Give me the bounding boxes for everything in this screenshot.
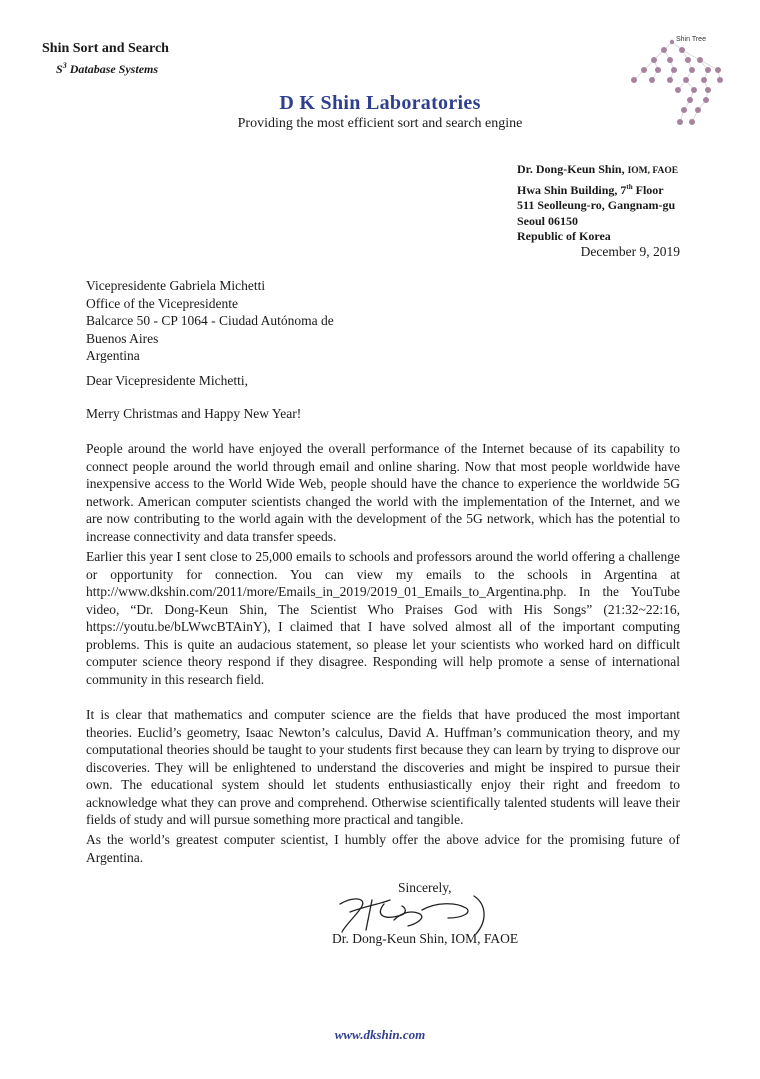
- sender-street: 511 Seolleung-ro, Gangnam-gu: [517, 198, 676, 212]
- greeting: Merry Christmas and Happy New Year!: [86, 406, 302, 421]
- paragraph-3-text: It is clear that mathematics and computer science are the fields that have produced the most important theories. Euclid’s geometry, Isaac Newton’s calculus, David A. Huffman’s communication theory, and my computational theories should be taught to your students first because they can learn by trying to disprove our discoveries. They will be enlightened to understand the discoveries and might be inspired to pursue their own. The educational system should let students enthusiastically enjoy their right and freedom to acknowledge what they can prove and comprehend. Otherwise scientifically talented students will leave their fields of study and will pursue something more practical and tangible.: [86, 707, 680, 827]
- sender-building-line: [517, 180, 678, 199]
- paragraph-1: [86, 440, 680, 545]
- sender-building: Hwa Shin Building, 7: [517, 182, 627, 197]
- recipient-line-4: Buenos Aires: [86, 330, 159, 346]
- recipient-line-3: Balcarce 50 - CP 1064 - Ciudad Autónoma de: [86, 313, 334, 328]
- recipient-line-2: Office of the Vicepresidente: [86, 295, 239, 311]
- paragraph-4: [86, 831, 680, 866]
- brand-name: Shin Sort and Search: [42, 41, 169, 56]
- sender-building-floor: Floor: [632, 182, 664, 197]
- sender-name: Dr. Dong-Keun Shin,: [517, 162, 625, 176]
- brand-s-letter: S: [56, 62, 63, 76]
- logo-label: Shin Tree: [676, 36, 706, 43]
- paragraph-3: [86, 706, 680, 829]
- sender-country: Republic of Korea: [517, 229, 611, 243]
- brand-subtitle-line: [56, 57, 169, 78]
- sender-titles: IOM, FAOE: [627, 166, 679, 176]
- sender-name-line: [517, 162, 678, 180]
- sender-address: [517, 162, 678, 245]
- sender-building-sup: th: [626, 182, 633, 191]
- lab-tagline: Providing the most efficient sort and search engine: [237, 116, 523, 131]
- brand-s-power: 3: [62, 61, 67, 70]
- recipient-line-5: Argentina: [86, 348, 140, 363]
- footer-website: www.dkshin.com: [334, 1027, 426, 1042]
- salutation: Dear Vicepresidente Michetti,: [86, 373, 248, 388]
- recipient-address: [86, 277, 334, 365]
- brand-subtitle: Database Systems: [69, 62, 159, 76]
- paragraph-4-text: As the world’s greatest computer scientist, I humbly offer the above advice for the promising future of Argentina.: [86, 832, 680, 865]
- lab-title: D K Shin Laboratories: [279, 92, 481, 114]
- recipient-line-1: Vicepresidente Gabriela Michetti: [86, 278, 266, 293]
- sender-city: Seoul 06150: [517, 213, 579, 228]
- closing: Sincerely,: [398, 880, 452, 895]
- letter-date: December 9, 2019: [580, 244, 680, 259]
- paragraph-2-text: Earlier this year I sent close to 25,000 emails to schools and professors around the world offering a challenge or opportunity for connection. You can view my emails to the schools in Argentina at http://www.dkshin.com/2011/more/Emails_in_2019/2019_01_Emails_to_Argentina.php. In the YouTube video, “Dr. Dong-Keun Shin, The Scientist Who Praises God with His Songs” (21:32~22:16, https://youtu.be/bLWwcBTAinY), I claimed that I have solved almost all of the important computing problems. This is quite an audacious statement, so please let your scientists who worked hard on difficult computer science theory respond if they disagree. Responding will help promote a sense of international community in this research field.: [86, 549, 680, 687]
- brand-block: [42, 40, 169, 78]
- paragraph-2: [86, 548, 680, 688]
- signature-name: Dr. Dong-Keun Shin, IOM, FAOE: [332, 931, 519, 946]
- paragraph-1-text: People around the world have enjoyed the overall performance of the Internet because of its capability to connect people around the world through email and online sharing. Now that most people worldwide have inexpensive access to the World Wide Web, people should have the chance to experience the worldwide 5G network. American computer scientists changed the world with the implementation of the Internet, and we are now contributing to the world again with the development of the 5G network, which has the potential to increase connectivity and data transfer speeds.: [86, 441, 680, 544]
